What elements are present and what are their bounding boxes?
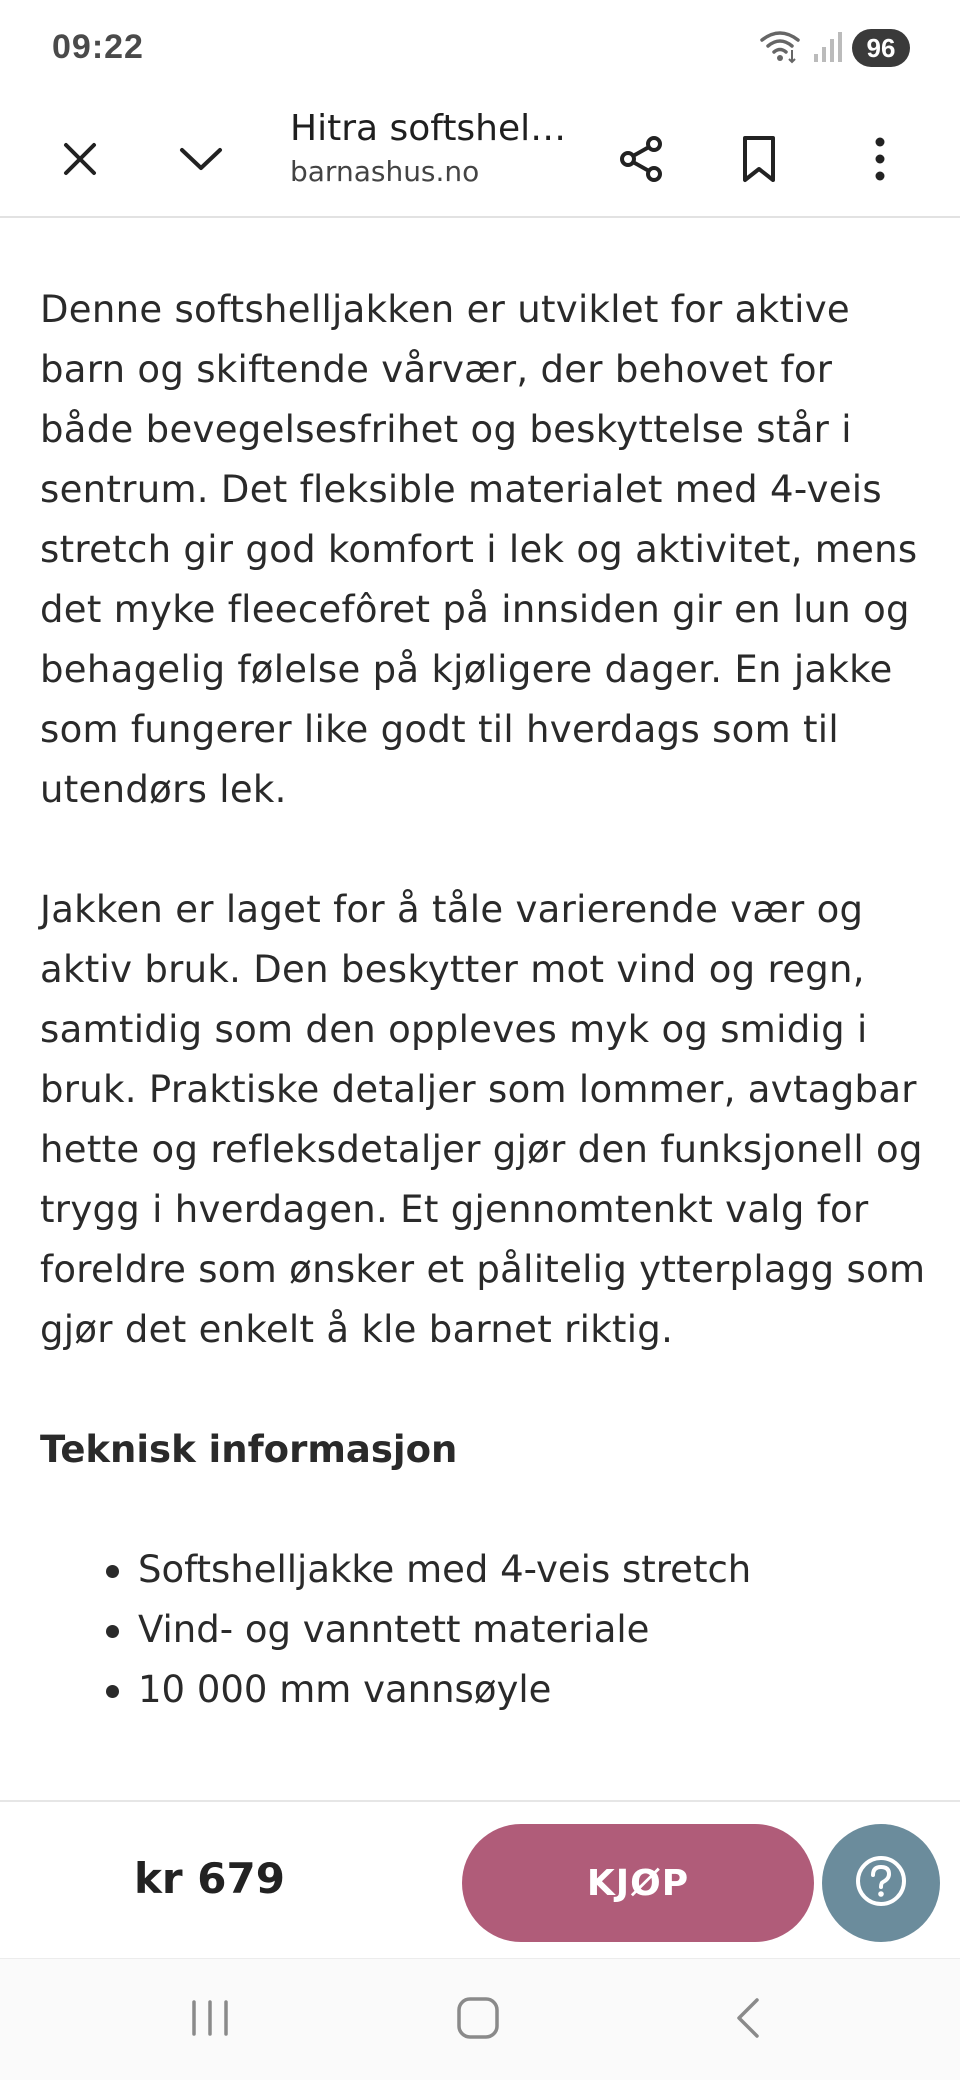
purchase-bar	[0, 1800, 960, 1958]
chevron-down-icon[interactable]	[166, 124, 236, 194]
home-icon[interactable]	[438, 1983, 518, 2053]
spec-list-item: Vind- og vanntett materiale	[106, 1600, 930, 1660]
wifi-icon	[758, 28, 802, 68]
spec-list-item: Softshelljakke med 4-veis stretch	[106, 1540, 930, 1600]
product-price: kr 679	[134, 1854, 285, 1903]
signal-icon	[812, 30, 842, 66]
product-description	[40, 280, 930, 1720]
spec-list	[40, 1540, 930, 1720]
help-circle-icon	[853, 1853, 909, 1913]
spec-list-item: 10 000 mm vannsøyle	[106, 1660, 930, 1720]
close-icon[interactable]	[45, 124, 115, 194]
share-icon[interactable]	[606, 124, 676, 194]
battery-badge: 96	[852, 29, 910, 67]
page-url: barnashus.no	[290, 155, 480, 188]
technical-info-heading: Teknisk informasjon	[40, 1428, 458, 1471]
back-icon[interactable]	[708, 1983, 788, 2053]
description-paragraph-2: Jakken er laget for å tåle varierende vær og aktiv bruk. Den beskytter mot vind og regn, samtidig som den oppleves myk og smidig i bruk. Praktiske detaljer som lommer, avtagbar hette og refleksdetaljer gjør den funksjonell og trygg i hverdagen. Et gjennomtenkt valg for foreldre som ønsker et pålitelig ytterplagg som gjør det enkelt å kle barnet riktig.	[40, 888, 926, 1351]
recent-apps-icon[interactable]	[170, 1983, 250, 2053]
help-button[interactable]	[822, 1824, 940, 1942]
page-title-area[interactable]	[290, 108, 590, 188]
navigation-bar	[0, 1958, 960, 2080]
page-title: Hitra softshel…	[290, 108, 567, 149]
status-icons	[758, 28, 910, 68]
browser-toolbar	[0, 100, 960, 218]
buy-button[interactable]: KJØP	[462, 1824, 814, 1942]
more-vert-icon[interactable]	[845, 124, 915, 194]
status-bar	[0, 0, 960, 100]
description-paragraph-1: Denne softshelljakken er utviklet for aktive barn og skiftende vårvær, der behovet for både bevegelsesfrihet og beskyttelse står i sentrum. Det fleksible materialet med 4-veis stretch gir god komfort i lek og aktivitet, mens det myke fleecefôret på innsiden gir en lun og behagelig følelse på kjøligere dager. En jakke som fungerer like godt til hverdags som til utendørs lek.	[40, 288, 918, 811]
status-time: 09:22	[52, 28, 144, 66]
bookmark-icon[interactable]	[724, 124, 794, 194]
